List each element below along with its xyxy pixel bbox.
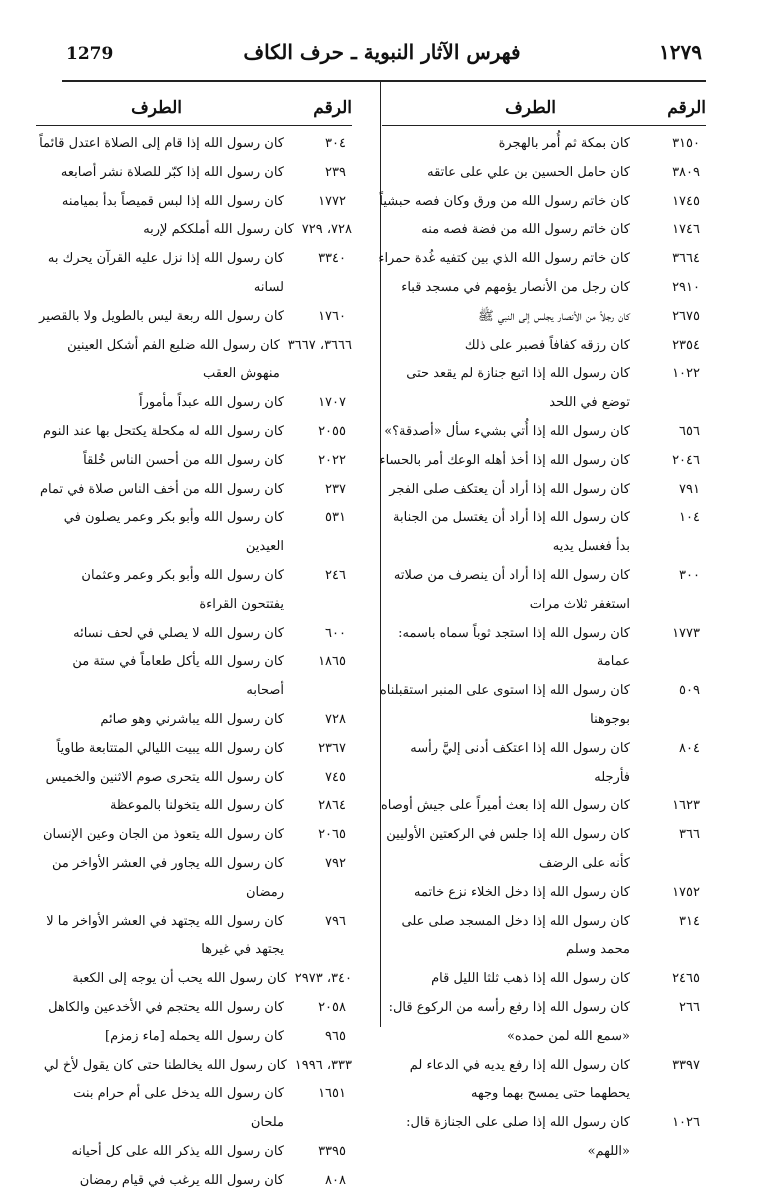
- index-entry: [36, 1167, 352, 1195]
- entry-number: ١٧٤٦: [672, 222, 700, 238]
- entry-text: كان رسول الله إذا اتبع جنازة لم يقعد حتى توضع في اللحد: [406, 366, 630, 411]
- entry-number: ٣١٤: [679, 913, 700, 929]
- entry-text: كان رسول الله يجتهد في العشر الأواخر ما لا يجتهد في غيرها: [46, 913, 284, 958]
- entry-number: ٢٠٥٥: [318, 423, 346, 439]
- entry-text: كان رسول الله يأكل طعاماً في ستة من أصحابه: [72, 654, 284, 699]
- index-entry: [36, 418, 352, 447]
- index-entry: [376, 792, 706, 821]
- index-entry: [376, 677, 706, 735]
- entry-number: ٨٠٨: [325, 1172, 346, 1188]
- entry-text: كان رسول الله إذا لبس قميصاً بدأ بميامنه: [61, 193, 284, 209]
- entry-text: كان رسول الله وأبو بكر وعمر وعثمان يفتتحون القراءة: [81, 567, 284, 612]
- entry-number: ٣٦٦٦، ٣٦٦٧: [287, 337, 352, 353]
- entry-text: كان خاتم رسول الله من ورق وكان فصه حبشياً: [379, 193, 630, 209]
- entry-text: كان رجلاً من الأنصار يجلس إلى النبي ﷺ: [477, 308, 630, 324]
- index-entry: [376, 216, 706, 245]
- entry-number: ٢٦٧٥: [672, 308, 700, 324]
- index-entry: [36, 965, 352, 994]
- index-entry: [376, 332, 706, 361]
- column-header-rule: [36, 125, 352, 126]
- entry-number: ٢٣٩: [325, 164, 346, 180]
- entry-number: ١٧٦٠: [318, 308, 346, 324]
- entry-text: كان رسول الله إذا كبّر للصلاة نشر أصابعه: [60, 164, 284, 180]
- entry-number: ٧٩١: [679, 481, 700, 497]
- entry-number: ٩٦٥: [325, 1028, 346, 1044]
- entry-text: كان رسول الله إذا أخذ أهله الوعك أمر بالحساء: [379, 452, 630, 468]
- index-entry: [376, 274, 706, 303]
- index-entry: [376, 418, 706, 447]
- index-entry: [36, 821, 352, 850]
- index-entry: [36, 908, 352, 966]
- entry-text: كان خاتم رسول الله الذي بين كتفيه غُدة حمراء: [378, 251, 630, 267]
- entry-number: ٦٠٠: [325, 625, 346, 641]
- index-entry: [36, 389, 352, 418]
- index-entry: [376, 821, 706, 879]
- entry-number: ٢٣٦٧: [318, 740, 346, 756]
- entry-number: ٧٢٨، ٧٢٩: [301, 222, 352, 238]
- entry-number: ٨٠٤: [679, 740, 700, 756]
- entry-text: كان رسول الله إذا نزل عليه القرآن يحرك به لسانه: [47, 251, 284, 295]
- index-entry: [36, 850, 352, 908]
- column-header: [376, 82, 706, 130]
- entry-text: كان رسول الله يحمله [ماء زمزم]: [105, 1028, 284, 1044]
- index-entry: [36, 648, 352, 706]
- entry-number: ١٦٢٣: [672, 798, 700, 814]
- entry-number: ١٠٢٢: [672, 366, 700, 382]
- index-entry: [376, 447, 706, 476]
- entry-list: [36, 130, 352, 1195]
- text-header: الطرف: [505, 98, 556, 118]
- entry-number: ١٨٦٥: [318, 654, 346, 670]
- index-entry: [36, 1023, 352, 1052]
- entry-number: ٢٩١٠: [672, 279, 700, 295]
- index-entry: [36, 1138, 352, 1167]
- index-entry: [36, 159, 352, 188]
- index-column-right: [376, 82, 706, 1167]
- entry-text: كان رسول الله إذا قام إلى الصلاة اعتدل قائماً: [39, 136, 284, 151]
- entry-number: ١٧٥٢: [672, 884, 700, 900]
- index-entry: [36, 476, 352, 505]
- entry-text: كان رسول الله له مكحلة يكتحل بها عند النوم: [43, 423, 284, 439]
- entry-number: ٣٤٠، ٢٩٧٣: [294, 971, 352, 987]
- entry-number: ٢٤٦: [325, 567, 346, 583]
- entry-text: كان رسول الله إذا أُتي بشيء سأل «أصدقة؟»: [384, 423, 630, 439]
- index-entry: [36, 303, 352, 332]
- entry-number: ٢٣٧: [325, 481, 346, 497]
- entry-number: ٣٦٦: [679, 827, 700, 843]
- entry-number: ٧٢٨: [325, 711, 346, 727]
- entry-number: ٣٨٠٩: [672, 164, 700, 180]
- entry-text: كان رسول الله إذا صلى على الجنازة قال: «اللهم»: [406, 1115, 630, 1159]
- page-header: [0, 38, 764, 78]
- page-title: فهرس الآثار النبوية ـ حرف الكاف: [243, 40, 521, 64]
- index-entry: [376, 879, 706, 908]
- entry-text: كان رسول الله ضليع الفم أشكل العينين منهوش العقب: [67, 337, 280, 382]
- entry-number: ٣٣٩٧: [672, 1057, 700, 1073]
- index-entry: [376, 620, 706, 678]
- index-entry: [376, 303, 706, 332]
- entry-number: ٣٦٦٤: [672, 251, 700, 267]
- entry-number: ١٠٤: [679, 510, 700, 526]
- entry-text: كان رسول الله يذكر الله على كل أحيانه: [71, 1143, 284, 1159]
- entry-number: ٧٩٦: [325, 913, 346, 929]
- index-entry: [376, 1109, 706, 1167]
- entry-number: ٧٩٢: [325, 855, 346, 871]
- index-entry: [376, 504, 706, 562]
- entry-text: كان رسول الله إذا دخل الخلاء نزع خاتمه: [414, 884, 630, 900]
- entry-text: كان رسول الله يتعوذ من الجان وعين الإنسان: [42, 827, 284, 843]
- entry-text: كان رسول الله يباشرني وهو صائم: [100, 711, 284, 727]
- entry-number: ٣٠٤: [325, 136, 346, 151]
- index-entry: [376, 1052, 706, 1110]
- entry-text: كان رسول الله يحب أن يوجه إلى الكعبة: [72, 971, 287, 987]
- entry-text: كان رسول الله ربعة ليس بالطويل ولا بالقصير: [39, 308, 284, 324]
- entry-number: ٣١٥٠: [672, 136, 700, 151]
- entry-number: ٢٠٢٢: [318, 452, 346, 468]
- entry-text: كان خاتم رسول الله من فضة فصه منه: [421, 222, 630, 238]
- entry-number: ٥٠٩: [679, 683, 700, 699]
- entry-text: كان رسول الله يتحرى صوم الاثنين والخميس: [45, 769, 284, 785]
- entry-text: كان بمكة ثم أُمر بالهجرة: [498, 136, 630, 151]
- entry-text: كان رسول الله يجاور في العشر الأواخر من رمضان: [52, 855, 284, 900]
- index-entry: [36, 245, 352, 303]
- index-entry: [36, 706, 352, 735]
- index-entry: [376, 130, 706, 159]
- entry-text: كان رسول الله من أخف الناس صلاة في تمام: [39, 481, 284, 497]
- index-entry: [36, 764, 352, 793]
- entry-number: ٦٥٦: [679, 423, 700, 439]
- index-column-left: [36, 82, 352, 1195]
- index-entry: [376, 562, 706, 620]
- index-entry: [36, 620, 352, 649]
- entry-text: كان رسول الله إذا أراد أن ينصرف من صلاته استغفر ثلاث مرات: [393, 567, 630, 612]
- entry-text: كان رسول الله أملككم لإربه: [143, 222, 294, 238]
- entry-text: كان رسول الله إذا رفع يديه في الدعاء لم يحطهما حتى يمسح بهما وجهه: [409, 1057, 630, 1102]
- index-entry: [376, 994, 706, 1052]
- index-entry: [36, 735, 352, 764]
- entry-text: كان رسول الله إذا دخل المسجد صلى على محمد وسلم: [401, 913, 630, 958]
- entry-number: ٢٠٦٥: [318, 827, 346, 843]
- index-entry: [376, 245, 706, 274]
- entry-number: ٢٠٥٨: [318, 999, 346, 1015]
- entry-text: كان رجل من الأنصار يؤمهم في مسجد قباء: [401, 279, 630, 295]
- number-header: الرقم: [313, 98, 352, 118]
- page-number-latin: 1279: [66, 44, 114, 64]
- entry-text: كان رسول الله يخالطنا حتى كان يقول لأخ لي: [43, 1057, 287, 1073]
- index-entry: [36, 216, 352, 245]
- page-number-arabic: ١٢٧٩: [659, 40, 702, 64]
- column-header: [36, 82, 352, 130]
- index-entry: [376, 965, 706, 994]
- index-entry: [36, 1080, 352, 1138]
- entry-number: ١٠٢٦: [672, 1115, 700, 1131]
- entry-text: كان رسول الله لا يصلي في لحف نسائه: [73, 625, 284, 641]
- entry-number: ٣٣٤٠: [318, 251, 346, 267]
- index-entry: [36, 332, 352, 390]
- index-entry: [376, 188, 706, 217]
- entry-text: كان رسول الله إذا رفع رأسه من الركوع قال: «سمع الله لمن حمده»: [388, 999, 630, 1044]
- entry-text: كان رسول الله وأبو بكر وعمر يصلون في العيدين: [63, 510, 284, 555]
- entry-number: ٣٣٩٥: [318, 1143, 346, 1159]
- index-entry: [36, 130, 352, 159]
- index-entry: [36, 562, 352, 620]
- entry-text: كان رسول الله يبيت الليالي المتتابعة طاوياً: [56, 740, 284, 756]
- entry-number: ١٧٠٧: [318, 395, 346, 411]
- entry-text: كان رسول الله إذا أراد أن يغتسل من الجنابة بدأ فغسل يديه: [393, 510, 630, 555]
- column-header-rule: [382, 125, 706, 126]
- entry-text: كان رسول الله إذا استوى على المنبر استقبلناه بوجوهنا: [379, 683, 630, 727]
- index-entry: [36, 188, 352, 217]
- index-entry: [376, 735, 706, 793]
- entry-text: كان رزقه كفافاً فصبر على ذلك: [464, 337, 630, 353]
- entry-text: كان رسول الله من أحسن الناس خُلقاً: [83, 452, 284, 468]
- entry-text: كان رسول الله إذا بعث أميراً على جيش أوصاه: [380, 798, 630, 814]
- entry-number: ٥٣١: [325, 510, 346, 526]
- index-entry: [376, 159, 706, 188]
- entry-text: كان رسول الله عبداً مأموراً: [138, 395, 284, 411]
- entry-number: ٢٦٦: [679, 999, 700, 1015]
- entry-number: ٢٤٦٥: [672, 971, 700, 987]
- entry-text: كان رسول الله يدخل على أم حرام بنت ملحان: [73, 1086, 284, 1131]
- entry-text: كان رسول الله إذا جلس في الركعتين الأوليين كأنه على الرضف: [386, 827, 630, 871]
- entry-text: كان رسول الله إذا استجد ثوباً سماه باسمه: عمامة: [398, 625, 630, 670]
- entry-number: ٢٨٦٤: [318, 798, 346, 814]
- number-header: الرقم: [667, 98, 706, 118]
- index-entry: [376, 476, 706, 505]
- entry-number: ١٧٧٣: [672, 625, 700, 641]
- entry-number: ٣٠٠: [679, 567, 700, 583]
- index-entry: [36, 447, 352, 476]
- entry-number: ٢٣٥٤: [672, 337, 700, 353]
- entry-text: كان رسول الله إذا ذهب ثلثا الليل قام: [431, 971, 630, 987]
- entry-text: كان رسول الله يتخولنا بالموعظة: [109, 798, 284, 814]
- entry-number: ٧٤٥: [325, 769, 346, 785]
- entry-number: ٢٠٤٦: [672, 452, 700, 468]
- index-entry: [376, 360, 706, 418]
- index-entry: [36, 504, 352, 562]
- entry-text: كان رسول الله إذا أراد أن يعتكف صلى الفجر: [389, 481, 630, 497]
- entry-number: ٣٣٣، ١٩٩٦: [294, 1057, 352, 1073]
- text-header: الطرف: [131, 98, 182, 118]
- entry-text: كان رسول الله يحتجم في الأخدعين والكاهل: [48, 999, 284, 1015]
- entry-text: كان رسول الله يرغب في قيام رمضان: [79, 1172, 284, 1188]
- index-entry: [36, 1052, 352, 1081]
- entry-number: ١٧٤٥: [672, 193, 700, 209]
- entry-text: كان رسول الله إذا اعتكف أدنى إليَّ رأسه فأرجله: [410, 740, 630, 785]
- index-entry: [376, 908, 706, 966]
- entry-number: ١٦٥١: [318, 1086, 346, 1102]
- index-entry: [36, 792, 352, 821]
- entry-text: كان حامل الحسين بن علي على عاتقه: [427, 164, 630, 180]
- entry-number: ١٧٧٢: [318, 193, 346, 209]
- index-entry: [36, 994, 352, 1023]
- entry-list: [376, 130, 706, 1167]
